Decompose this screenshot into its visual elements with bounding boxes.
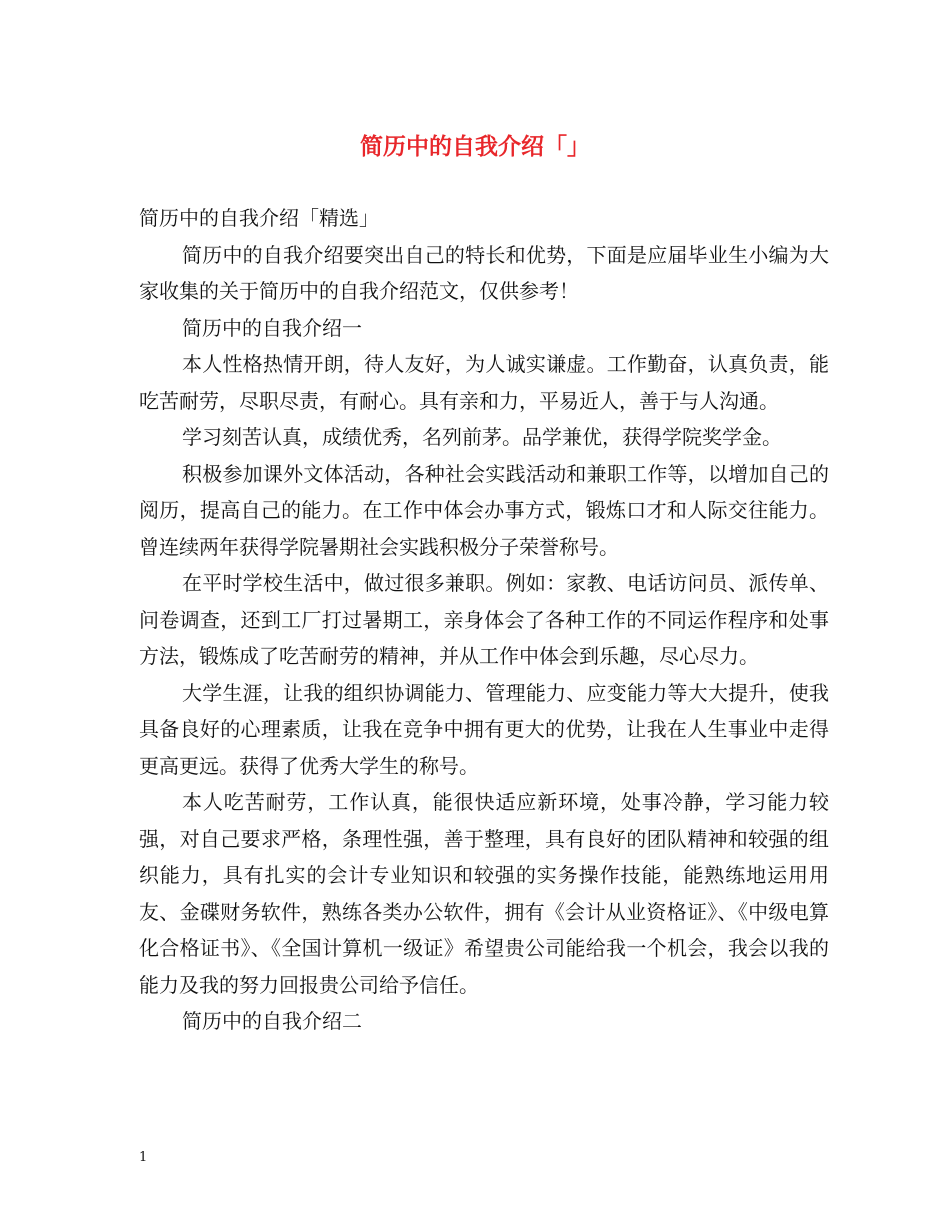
body-paragraph: 大学生涯，让我的组织协调能力、管理能力、应变能力等大大提升，使我具备良好的心理素质，让我在竞争中拥有更大的优势，让我在人生事业中走得更高更远。获得了优秀大学生的称号。 (139, 680, 829, 778)
body-paragraph: 在平时学校生活中，做过很多兼职。例如：家教、电话访问员、派传单、问卷调查，还到工厂打过暑期工，亲身体会了各种工作的不同运作程序和处事方法，锻炼成了吃苦耐劳的精神，并从工作中体会到乐趣，尽心尽力。 (139, 571, 829, 668)
subtitle-line: 简历中的自我介绍「精选」 (139, 206, 379, 230)
document-body (139, 200, 829, 1040)
body-paragraph: 本人性格热情开朗，待人友好，为人诚实谦虚。工作勤奋，认真负责，能吃苦耐劳，尽职尽责，有耐心。具有亲和力，平易近人，善于与人沟通。 (139, 352, 829, 413)
page-number: 1 (139, 1150, 148, 1165)
body-paragraph: 本人吃苦耐劳，工作认真，能很快适应新环境，处事冷静，学习能力较强，对自己要求严格，条理性强，善于整理，具有良好的团队精神和较强的组织能力，具有扎实的会计专业知识和较强的实务操作技能，能熟练地运用用友、金碟财务软件，熟练各类办公软件，拥有《会计从业资格证》、《中级电算化合格证书》、《全国计算机一级证》希望贵公司能给我一个机会，我会以我的能力及我的努力回报贵公司给予信任。 (139, 790, 829, 997)
section-heading-two: 简历中的自我介绍二 (182, 1009, 362, 1033)
body-paragraph: 积极参加课外文体活动，各种社会实践活动和兼职工作等，以增加自己的阅历，提高自己的能力。在工作中体会办事方式，锻炼口才和人际交往能力。曾连续两年获得学院暑期社会实践积极分子荣誉称号。 (139, 461, 829, 559)
intro-paragraph: 简历中的自我介绍要突出自己的特长和优势，下面是应届毕业生小编为大家收集的关于简历中的自我介绍范文，仅供参考！ (139, 242, 829, 303)
body-paragraph: 学习刻苦认真，成绩优秀，名列前茅。品学兼优，获得学院奖学金。 (182, 425, 782, 449)
document-title: 简历中的自我介绍「」 (360, 133, 590, 160)
section-heading-one: 简历中的自我介绍一 (182, 315, 362, 340)
